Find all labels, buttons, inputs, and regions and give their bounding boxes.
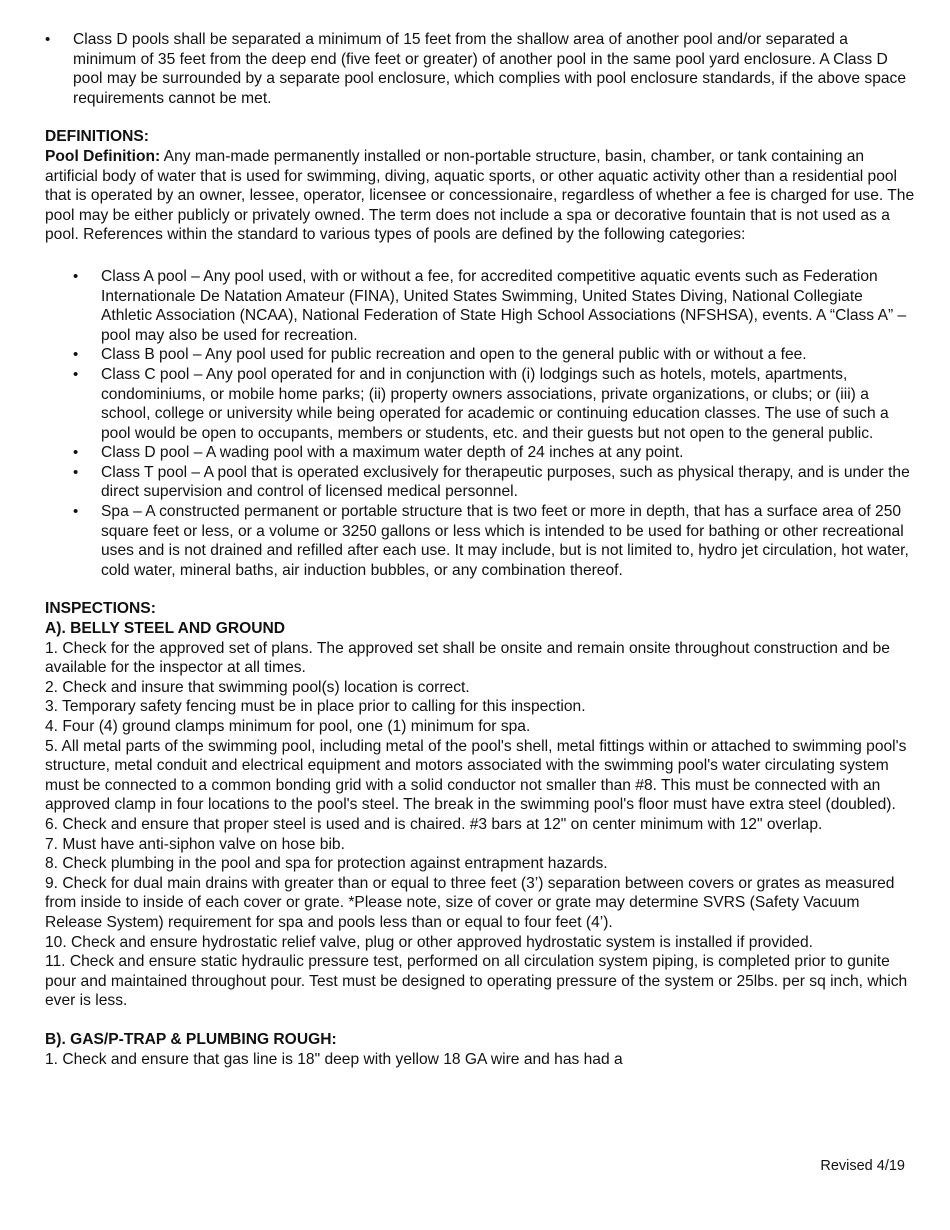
inspection-item: 5. All metal parts of the swimming pool, including metal of the pool's shell, metal fittings within or attached to swimming pool's structure, metal conduit and electrical equipment and motors associated with the swimming pool's water circulating system must be connected to a common bonding grid with a solid conductor not smaller than #8. This must be connected with an approved clamp in four locations to the pool's steel. The break in the swimming pool's floor must have extra steel (doubled). — [45, 737, 907, 814]
pool-definition-paragraph — [45, 147, 915, 245]
list-item: • Class D pool – A wading pool with a maximum water depth of 24 inches at any point. — [73, 444, 684, 462]
inspection-item: 4. Four (4) ground clamps minimum for pool, one (1) minimum for spa. — [45, 718, 531, 735]
document-page — [45, 30, 915, 1069]
inspection-item: 7. Must have anti-siphon valve on hose bib. — [45, 835, 345, 853]
definitions-heading: DEFINITIONS: — [45, 128, 149, 146]
bullet-icon: • — [73, 267, 79, 285]
list-item: • Class T pool – A pool that is operated exclusively for therapeutic purposes, such as physical therapy, and is under the direct supervision and control of licensed medical personnel. — [73, 463, 910, 501]
section-a-items — [45, 639, 915, 1011]
inspection-item: 3. Temporary safety fencing must be in place prior to calling for this inspection. — [45, 698, 586, 716]
revision-footer: Revised 4/19 — [820, 1158, 905, 1174]
bullet-icon: • — [73, 444, 79, 462]
inspections-heading: INSPECTIONS: — [45, 600, 156, 618]
top-bullet-list — [45, 30, 915, 108]
list-item: • Spa – A constructed permanent or portable structure that is two feet or more in depth, that has a surface area of 250 square feet or less, or a volume or 3250 gallons or less which is intended to be used for bathing or other recreational uses and is not drained and refilled after each use. It may include, but is not limited to, hydro jet circulation, hot water, cold water, mineral baths, air induction bubbles, or any combination thereof. — [73, 503, 909, 579]
bullet-icon: • — [73, 365, 79, 383]
section-a-heading: A). BELLY STEEL AND GROUND — [45, 620, 285, 638]
list-item: • Class A pool – Any pool used, with or without a fee, for accredited competitive aquatic events such as Federation Internationale De Natation Amateur (FINA), United States Swimming, United States Diving, National Collegiate Athletic Association (NCAA), National Federation of State High School Associations (NFSHSA), events. A “Class A” – pool may also be used for recreation. — [73, 267, 907, 344]
section-b-items — [45, 1050, 915, 1070]
inspection-item: 11. Check and ensure static hydraulic pressure test, performed on all circulation system piping, is completed prior to gunite pour and maintained throughout pour. Test must be designed to operating pressure of the system or 25lbs. per sq inch, which ever is less. — [45, 953, 908, 1010]
list-item: • Class C pool – Any pool operated for and in conjunction with (i) lodgings such as hotels, motels, apartments, condominiums, or mobile home parks; (ii) property owners associations, private organizations, or clubs; or (iii) a school, college or university while being operated for academic or continuing education classes. The use of such a pool would be open to occupants, members or students, etc. and their guests but not open to the general public. — [73, 365, 889, 442]
bullet-icon: • — [73, 346, 79, 364]
inspection-item: 1. Check and ensure that gas line is 18" deep with yellow 18 GA wire and has had a — [45, 1050, 623, 1068]
inspection-item: 2. Check and insure that swimming pool(s) location is correct. — [45, 678, 470, 696]
list-item: • Class B pool – Any pool used for public recreation and open to the general public with or without a fee. — [73, 346, 807, 364]
bullet-icon: • — [73, 503, 79, 521]
inspection-item: 8. Check plumbing in the pool and spa for protection against entrapment hazards. — [45, 855, 608, 873]
section-b-heading: B). GAS/P-TRAP & PLUMBING ROUGH: — [45, 1030, 337, 1048]
list-item: • Class D pools shall be separated a minimum of 15 feet from the shallow area of another pool and/or separated a minimum of 35 feet from the deep end (five feet or greater) of another pool in the same pool yard enclosure. A Class D pool may be surrounded by a separate pool enclosure, which complies with pool enclosure standards, if the above space requirements cannot be met. — [45, 31, 907, 107]
bullet-icon: • — [73, 463, 79, 481]
pool-definition-label: Pool Definition: — [45, 147, 161, 165]
pool-definition-text: Any man-made permanently installed or non-portable structure, basin, chamber, or tank containing an artificial body of water that is used for swimming, diving, aquatic sports, or other aquatic activity other than a residential pool that is operated by an owner, lessee, operator, licensee or concessionaire, regardless of whether a fee is charged for use. The pool may be either publicly or privately owned. The term does not include a spa or decorative fountain that is not used as a pool. References within the standard to various types of pools are defined by the following categories: — [45, 147, 915, 244]
inspection-item: 1. Check for the approved set of plans. The approved set shall be onsite and remain onsite throughout construction and be available for the inspector at all times. — [45, 639, 890, 677]
inspection-item: 9. Check for dual main drains with greater than or equal to three feet (3’) separation between covers or grates as measured from inside to inside of each cover or grate. *Please note, size of cover or grate may determine SVRS (Safety Vacuum Release System) requirement for spa and pools less than or equal to four feet (4’). — [45, 874, 895, 931]
inspection-item: 10. Check and ensure hydrostatic relief valve, plug or other approved hydrostatic system is installed if provided. — [45, 933, 813, 951]
bullet-icon: • — [45, 31, 51, 48]
inspection-item: 6. Check and ensure that proper steel is used and is chaired. #3 bars at 12" on center minimum with 12" overlap. — [45, 815, 823, 833]
pool-category-list — [45, 267, 915, 581]
